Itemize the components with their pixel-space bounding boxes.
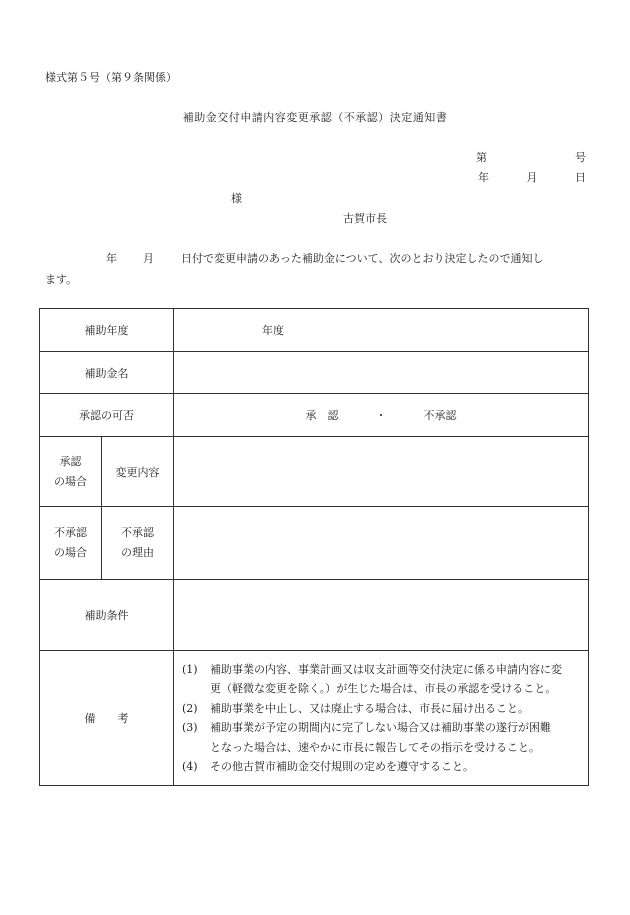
note-item bbox=[182, 718, 580, 738]
document-date bbox=[478, 169, 586, 185]
number-suffix: 号 bbox=[575, 151, 586, 164]
note-continuation: となった場合は、速やかに市長に報告してその指示を受けること。 bbox=[210, 740, 540, 754]
table-row bbox=[40, 580, 589, 651]
remarks-label: 備 考 bbox=[40, 651, 174, 786]
option-separator: ・ bbox=[375, 409, 387, 422]
note-continuation: 更（軽微な変更を除く。）が生じた場合は、市長の承認を受けること。 bbox=[210, 682, 557, 695]
disapproved-case-line1: 不承認 bbox=[54, 526, 87, 539]
approval-options bbox=[174, 394, 589, 437]
disapprove-reason-line1: 不承認 bbox=[121, 526, 154, 539]
change-content-label: 変更内容 bbox=[102, 437, 174, 507]
note-number: (4) bbox=[182, 760, 198, 773]
document-title: 補助金交付申請内容変更承認（不承認）決定通知書 bbox=[182, 111, 448, 124]
table-row bbox=[40, 394, 589, 437]
disapprove-reason-value bbox=[174, 507, 589, 580]
change-content-value bbox=[174, 437, 589, 507]
note-text: 補助事業が予定の期間内に完了しない場合又は補助事業の遂行が困難 bbox=[210, 721, 551, 734]
date-day: 日 bbox=[575, 171, 586, 184]
document-number bbox=[476, 149, 586, 165]
fiscal-year-label: 補助年度 bbox=[40, 309, 174, 352]
note-number: (1) bbox=[182, 662, 198, 676]
note-text: 補助事業を中止し、又は廃止する場合は、市長に届け出ること。 bbox=[210, 701, 529, 715]
table-row bbox=[40, 437, 589, 507]
note-number: (2) bbox=[182, 701, 198, 715]
fiscal-year-value: 年度 bbox=[262, 324, 284, 337]
disapprove-option: 不承認 bbox=[423, 409, 457, 422]
approved-case-line2: の場合 bbox=[54, 474, 87, 488]
table-row bbox=[40, 651, 589, 786]
note-text: 補助事業の内容、事業計画又は収支計画等交付決定に係る申請内容に変 bbox=[210, 662, 562, 676]
body-text-line2: ます。 bbox=[45, 273, 78, 286]
date-month: 月 bbox=[526, 171, 538, 184]
table-row bbox=[40, 352, 589, 394]
approval-label: 承認の可否 bbox=[40, 394, 174, 437]
note-item bbox=[182, 660, 580, 680]
table-row bbox=[40, 309, 589, 352]
issuer: 古賀市長 bbox=[343, 212, 387, 225]
disapproved-case-line2: の場合 bbox=[54, 546, 87, 559]
body-text: 日付で変更申請のあった補助金について、次のとおり決定したので通知し bbox=[181, 252, 544, 265]
body-year: 年 bbox=[106, 252, 117, 265]
subsidy-name-label: 補助金名 bbox=[40, 352, 174, 394]
remarks-notes bbox=[174, 651, 589, 786]
approved-case-line1: 承認 bbox=[59, 454, 82, 468]
addressee: 様 bbox=[231, 192, 242, 205]
date-year: 年 bbox=[478, 171, 489, 184]
note-text: その他古賀市補助金交付規則の定めを遵守すること。 bbox=[210, 760, 474, 773]
subsidy-name-value bbox=[174, 352, 589, 394]
note-item bbox=[182, 757, 580, 777]
conditions-value bbox=[174, 580, 589, 651]
disapproved-case-label bbox=[40, 507, 102, 580]
approve-option: 承 認 bbox=[305, 409, 339, 422]
body-month: 月 bbox=[143, 252, 154, 265]
conditions-label: 補助条件 bbox=[40, 580, 174, 651]
disapprove-reason-label bbox=[102, 507, 174, 580]
number-prefix: 第 bbox=[476, 151, 487, 164]
approved-case-label bbox=[40, 437, 102, 507]
fiscal-year-value-cell bbox=[174, 309, 589, 352]
form-number: 様式第５号（第９条関係） bbox=[45, 71, 177, 84]
table-row bbox=[40, 507, 589, 580]
body-text-line1 bbox=[106, 250, 543, 266]
note-item bbox=[182, 699, 580, 719]
disapprove-reason-line2: の理由 bbox=[121, 546, 154, 559]
decision-table bbox=[39, 308, 589, 786]
note-number: (3) bbox=[182, 721, 198, 734]
